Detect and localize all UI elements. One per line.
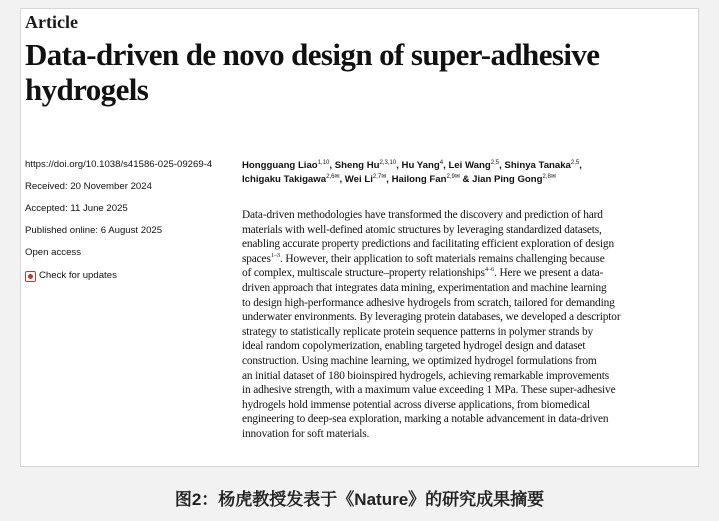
author-name-text: Wei Li [344, 174, 373, 185]
author-affiliation: 2,3,10 [379, 159, 397, 166]
abstract-line: underwater environments. By leveraging protein databases, we developed a descriptor [242, 311, 621, 324]
article-title [25, 37, 690, 107]
author-name[interactable] [335, 160, 399, 171]
author-separator: , [386, 174, 389, 185]
abstract-line [242, 252, 690, 267]
author-affiliation: 1,10 [317, 159, 330, 166]
abstract-line: ideal random copolymerization, enabling targeted hydrogel design and dataset [242, 340, 586, 353]
abstract-text: spaces [242, 252, 271, 265]
reference-marker[interactable]: 1–3 [270, 252, 281, 259]
figure-caption: 图2：杨虎教授发表于《Nature》的研究成果摘要 [174, 490, 545, 509]
check-for-updates-label: Check for updates [39, 270, 117, 281]
abstract-line: an initial dataset of 180 bioinspired hydrogels, achieving remarkable improvements [242, 369, 609, 382]
author-separator: , [396, 160, 399, 171]
check-for-updates-button[interactable] [25, 269, 235, 283]
author-name-text: Sheng Hu [334, 160, 380, 171]
article-page [20, 8, 699, 467]
author-affiliation: 2,8✉ [542, 173, 556, 180]
author-affiliation: 4 [439, 159, 444, 166]
author-separator: , [329, 160, 333, 171]
article-metadata [25, 159, 235, 283]
accepted-date: Accepted: 11 June 2025 [25, 203, 128, 214]
author-name[interactable] [402, 160, 446, 171]
author-name-text: Shinya Tanaka [504, 160, 571, 171]
author-name-text: Hu Yang [401, 160, 440, 171]
check-updates-icon [25, 271, 36, 282]
author-separator: & [459, 174, 470, 185]
abstract-text: of complex, multiscale structure–property relationships [242, 267, 485, 280]
author-affiliation: 2,5 [490, 159, 500, 166]
abstract-line: construction. Using machine learning, we optimized hydrogel formulations from [242, 354, 597, 367]
author-name[interactable] [448, 160, 501, 171]
author-name[interactable] [345, 174, 389, 185]
doi-link[interactable]: https://doi.org/10.1038/s41586-025-09269-4 [25, 159, 213, 170]
abstract-line: strategy to statistically replicate protein sequence patterns in polymer strands by [242, 325, 594, 338]
author-name-text: Ichigaku Takigawa [242, 174, 327, 185]
abstract-line: enabling accurate property predictions and facilitating efficient exploration of design [242, 238, 614, 251]
article-type-label: Article [25, 12, 78, 32]
abstract-text: . Here we present a data- [494, 267, 604, 280]
abstract-line: innovation for soft materials. [242, 427, 370, 440]
author-name[interactable] [472, 174, 556, 185]
abstract-line: to design high-performance adhesive hydrogels from scratch, tailored for demanding [242, 296, 615, 309]
author-separator: , [499, 160, 502, 171]
author-separator: , [443, 160, 446, 171]
author-affiliation: 2,7✉ [372, 173, 387, 180]
published-date: Published online: 6 August 2025 [25, 225, 163, 236]
abstract-text: . However, their application to soft materials remains challenging because [280, 252, 605, 265]
author-separator: , [579, 160, 582, 171]
article-title-line: Data-driven de novo design of super-adhesive [25, 37, 600, 72]
abstract-line: driven approach that integrates data mining, experimentation and machine learning [242, 281, 607, 294]
author-name[interactable] [242, 174, 342, 185]
author-list [242, 159, 692, 187]
author-separator: , [339, 174, 343, 185]
article-title-line: hydrogels [25, 72, 149, 107]
author-name-text: Hongguang Liao [242, 160, 318, 171]
abstract-line: materials with well-defined atomic structures by leveraging standardized datasets, [242, 223, 602, 236]
abstract-line: hydrogels hold immense potential across diverse applications, from biomedical [242, 398, 590, 411]
author-name-text: Hailong Fan [391, 174, 447, 185]
author-name-text: Jian Ping Gong [472, 174, 543, 185]
author-affiliation: 2,9✉ [446, 173, 460, 180]
author-name-text: Lei Wang [448, 160, 491, 171]
abstract-line: in adhesive strength, with a maximum value exceeding 1 MPa. These super-adhesive [242, 384, 616, 397]
author-affiliation: 2,6✉ [326, 173, 340, 180]
abstract [242, 208, 690, 442]
author-name[interactable] [392, 174, 470, 185]
author-affiliation: 2,5 [570, 159, 580, 166]
author-name[interactable] [504, 160, 582, 171]
open-access-label: Open access [25, 247, 81, 258]
abstract-line: engineering to deep-sea exploration, marking a notable advancement in data-driven [242, 413, 609, 426]
abstract-line [242, 266, 690, 281]
abstract-line: Data-driven methodologies have transformed the discovery and prediction of hard [242, 209, 603, 221]
reference-marker[interactable]: 4–6 [484, 266, 495, 274]
author-name[interactable] [242, 160, 332, 171]
received-date: Received: 20 November 2024 [25, 181, 152, 192]
